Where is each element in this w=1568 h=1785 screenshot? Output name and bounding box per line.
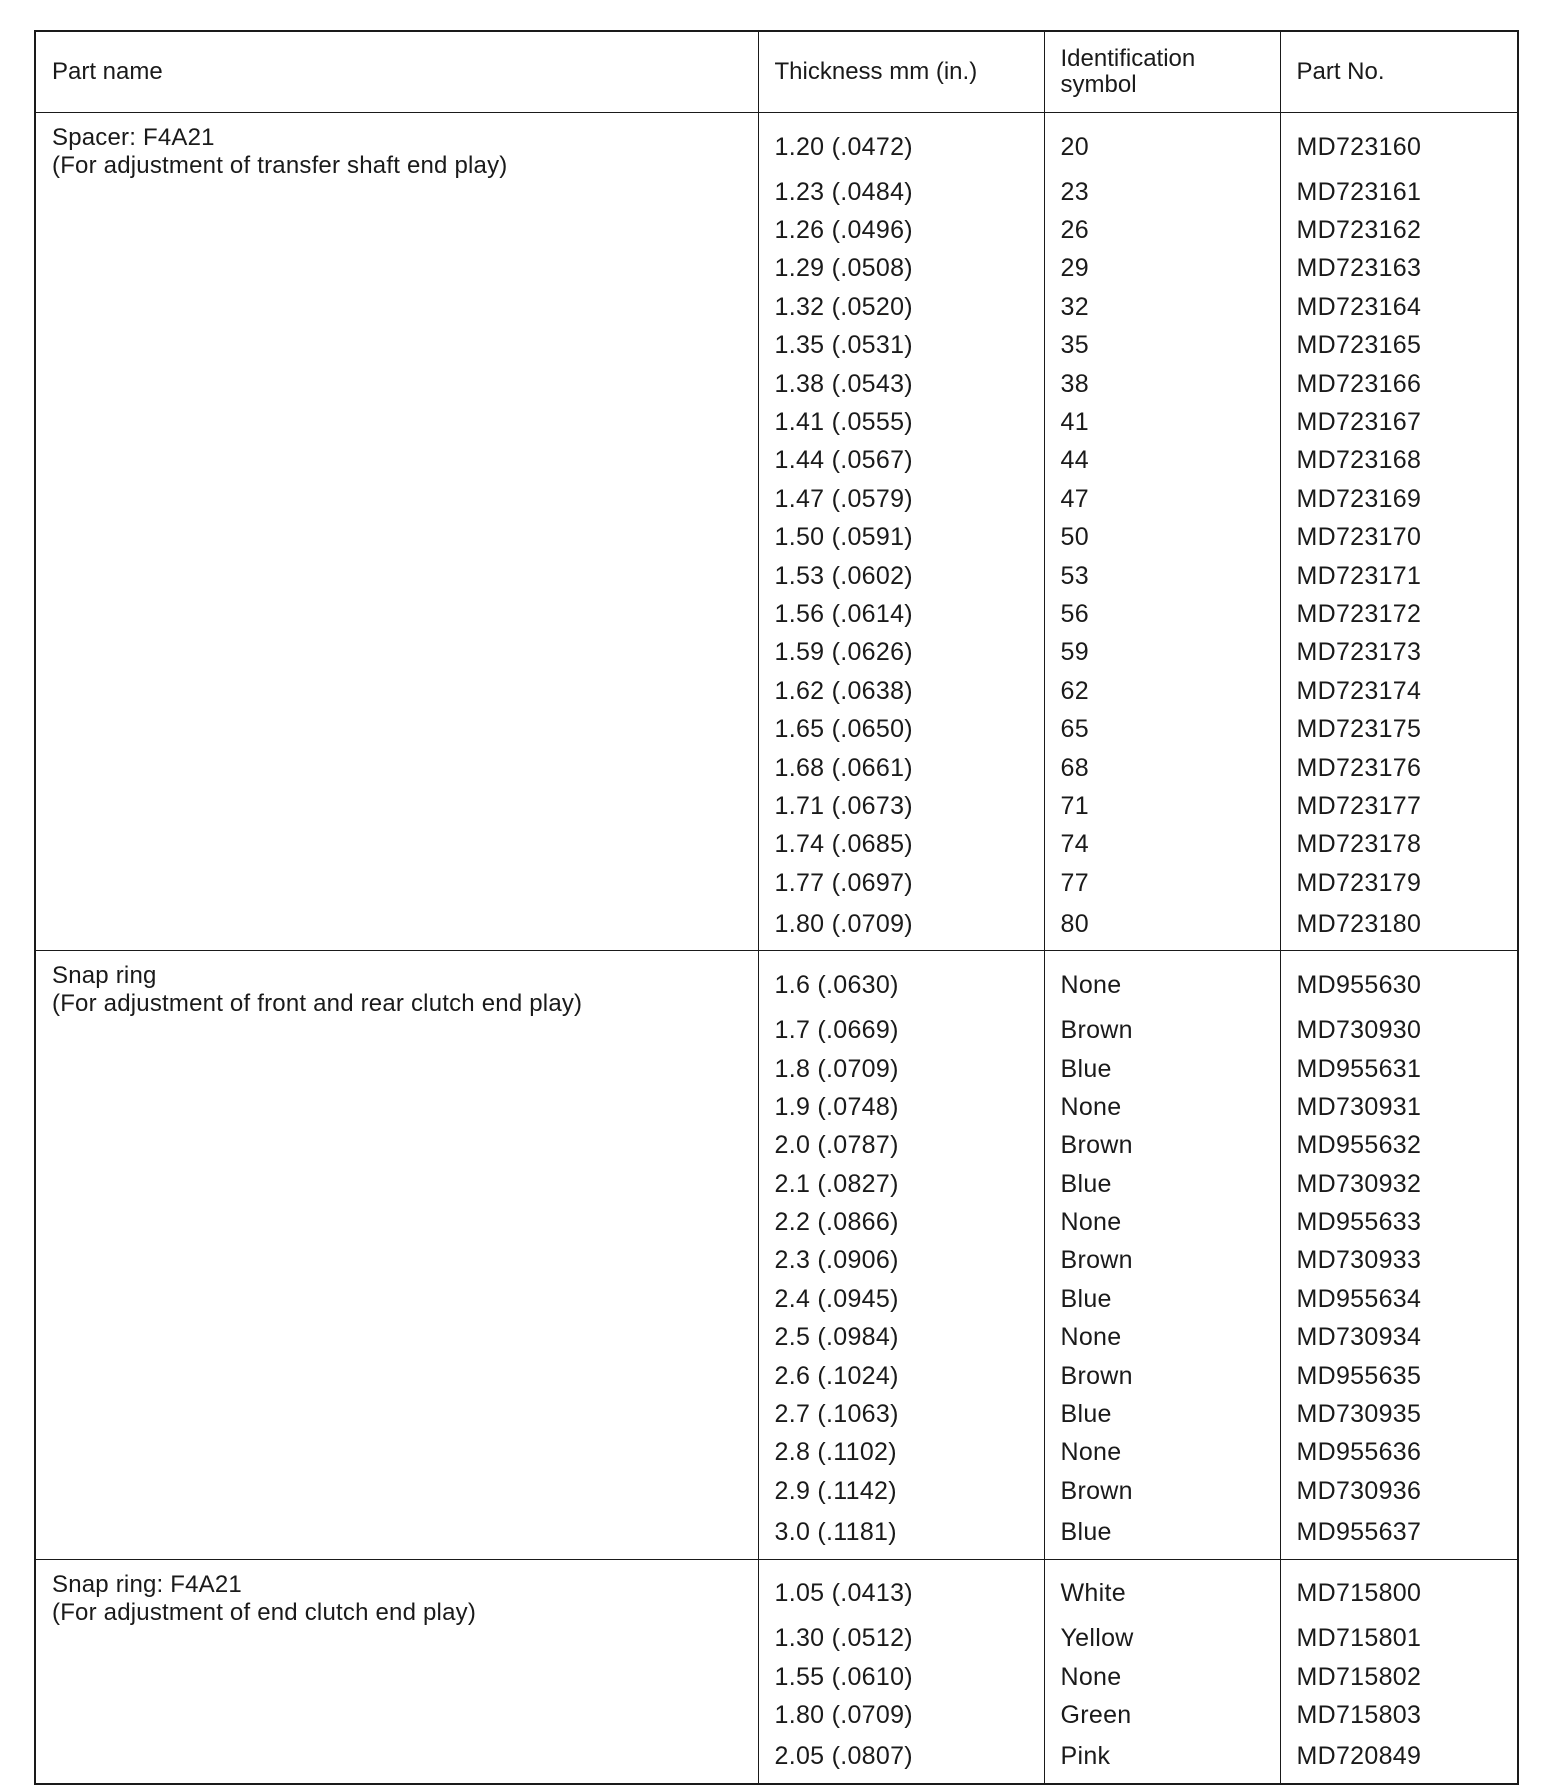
identification-symbol-cell: 35 (1044, 327, 1280, 365)
part-no-cell: MD715800 (1280, 1559, 1518, 1620)
identification-symbol-cell: White (1044, 1559, 1280, 1620)
part-name: Snap ring: F4A21 (52, 1570, 242, 1598)
thickness-cell: 1.56 (.0614) (758, 595, 1044, 633)
identification-symbol-cell: Blue (1044, 1511, 1280, 1560)
thickness-cell: 1.38 (.0543) (758, 365, 1044, 403)
part-no-cell: MD723174 (1280, 672, 1518, 710)
part-no-cell: MD723172 (1280, 595, 1518, 633)
identification-symbol-cell: Brown (1044, 1127, 1280, 1165)
identification-symbol-cell: 44 (1044, 442, 1280, 480)
table-row (35, 1559, 1518, 1620)
thickness-cell: 2.3 (.0906) (758, 1242, 1044, 1280)
part-no-cell: MD955633 (1280, 1203, 1518, 1241)
part-no-cell: MD723175 (1280, 710, 1518, 748)
thickness-cell: 1.29 (.0508) (758, 250, 1044, 288)
identification-symbol-cell: 65 (1044, 710, 1280, 748)
table-row (35, 113, 1518, 174)
thickness-cell: 1.8 (.0709) (758, 1050, 1044, 1088)
thickness-cell: 2.1 (.0827) (758, 1165, 1044, 1203)
part-no-cell: MD730936 (1280, 1472, 1518, 1510)
thickness-cell: 1.59 (.0626) (758, 634, 1044, 672)
identification-symbol-cell: 29 (1044, 250, 1280, 288)
part-no-cell: MD715802 (1280, 1658, 1518, 1696)
identification-symbol-cell: Blue (1044, 1280, 1280, 1318)
identification-symbol-cell: 23 (1044, 173, 1280, 211)
thickness-cell: 1.62 (.0638) (758, 672, 1044, 710)
thickness-cell: 1.77 (.0697) (758, 864, 1044, 902)
thickness-cell: 1.80 (.0709) (758, 1696, 1044, 1734)
thickness-cell: 1.32 (.0520) (758, 288, 1044, 326)
identification-symbol-cell: None (1044, 951, 1280, 1012)
part-no-cell: MD723162 (1280, 211, 1518, 249)
thickness-cell: 2.05 (.0807) (758, 1735, 1044, 1784)
part-no-cell: MD723168 (1280, 442, 1518, 480)
part-no-cell: MD723160 (1280, 113, 1518, 174)
part-no-cell: MD723164 (1280, 288, 1518, 326)
header-identification-symbol: Identification symbol (1044, 31, 1280, 113)
part-no-cell: MD723169 (1280, 480, 1518, 518)
thickness-cell: 1.68 (.0661) (758, 749, 1044, 787)
part-no-cell: MD955630 (1280, 951, 1518, 1012)
thickness-cell: 1.47 (.0579) (758, 480, 1044, 518)
header-row (35, 31, 1518, 113)
part-description: (For adjustment of front and rear clutch end play) (52, 990, 583, 1018)
part-no-cell: MD720849 (1280, 1735, 1518, 1784)
part-no-cell: MD730933 (1280, 1242, 1518, 1280)
identification-symbol-cell: Blue (1044, 1395, 1280, 1433)
part-no-cell: MD723167 (1280, 403, 1518, 441)
part-no-cell: MD723180 (1280, 902, 1518, 951)
part-no-cell: MD730932 (1280, 1165, 1518, 1203)
identification-symbol-cell: 59 (1044, 634, 1280, 672)
identification-symbol-cell: None (1044, 1658, 1280, 1696)
thickness-cell: 1.30 (.0512) (758, 1620, 1044, 1658)
identification-symbol-cell: 26 (1044, 211, 1280, 249)
thickness-cell: 3.0 (.1181) (758, 1511, 1044, 1560)
identification-symbol-cell: 53 (1044, 557, 1280, 595)
thickness-cell: 1.9 (.0748) (758, 1088, 1044, 1126)
thickness-cell: 1.80 (.0709) (758, 902, 1044, 951)
thickness-cell: 2.7 (.1063) (758, 1395, 1044, 1433)
identification-symbol-cell: Brown (1044, 1011, 1280, 1049)
part-no-cell: MD730934 (1280, 1319, 1518, 1357)
part-no-cell: MD715803 (1280, 1696, 1518, 1734)
identification-symbol-cell: 41 (1044, 403, 1280, 441)
identification-symbol-cell: Brown (1044, 1472, 1280, 1510)
identification-symbol-cell: Brown (1044, 1242, 1280, 1280)
part-no-cell: MD723161 (1280, 173, 1518, 211)
part-no-cell: MD723170 (1280, 519, 1518, 557)
part-no-cell: MD723173 (1280, 634, 1518, 672)
part-no-cell: MD955631 (1280, 1050, 1518, 1088)
part-no-cell: MD955632 (1280, 1127, 1518, 1165)
thickness-cell: 2.6 (.1024) (758, 1357, 1044, 1395)
part-name-cell (35, 113, 758, 951)
part-no-cell: MD723165 (1280, 327, 1518, 365)
part-name: Spacer: F4A21 (52, 124, 215, 151)
part-no-cell: MD723171 (1280, 557, 1518, 595)
thickness-cell: 2.9 (.1142) (758, 1472, 1044, 1510)
part-name-cell (35, 1559, 758, 1784)
thickness-cell: 1.53 (.0602) (758, 557, 1044, 595)
thickness-cell: 1.71 (.0673) (758, 787, 1044, 825)
header-part-no: Part No. (1280, 31, 1518, 113)
part-no-cell: MD715801 (1280, 1620, 1518, 1658)
identification-symbol-cell: 62 (1044, 672, 1280, 710)
identification-symbol-cell: 74 (1044, 826, 1280, 864)
part-description: (For adjustment of transfer shaft end play) (52, 152, 508, 179)
identification-symbol-cell: Blue (1044, 1050, 1280, 1088)
part-no-cell: MD955636 (1280, 1434, 1518, 1472)
header-thickness: Thickness mm (in.) (758, 31, 1044, 113)
part-no-cell: MD723177 (1280, 787, 1518, 825)
part-no-cell: MD730935 (1280, 1395, 1518, 1433)
thickness-cell: 1.23 (.0484) (758, 173, 1044, 211)
thickness-cell: 1.26 (.0496) (758, 211, 1044, 249)
identification-symbol-cell: 71 (1044, 787, 1280, 825)
thickness-cell: 1.6 (.0630) (758, 951, 1044, 1012)
identification-symbol-cell: Yellow (1044, 1620, 1280, 1658)
thickness-cell: 2.2 (.0866) (758, 1203, 1044, 1241)
identification-symbol-cell: 20 (1044, 113, 1280, 174)
thickness-cell: 1.55 (.0610) (758, 1658, 1044, 1696)
part-no-cell: MD723166 (1280, 365, 1518, 403)
thickness-cell: 1.35 (.0531) (758, 327, 1044, 365)
header-part-name: Part name (35, 31, 758, 113)
part-name-cell (35, 951, 758, 1559)
part-no-cell: MD730931 (1280, 1088, 1518, 1126)
identification-symbol-cell: 68 (1044, 749, 1280, 787)
part-no-cell: MD723178 (1280, 826, 1518, 864)
identification-symbol-cell: None (1044, 1434, 1280, 1472)
parts-table (34, 30, 1519, 1785)
thickness-cell: 1.65 (.0650) (758, 710, 1044, 748)
thickness-cell: 1.05 (.0413) (758, 1559, 1044, 1620)
thickness-cell: 1.74 (.0685) (758, 826, 1044, 864)
thickness-cell: 2.4 (.0945) (758, 1280, 1044, 1318)
thickness-cell: 1.41 (.0555) (758, 403, 1044, 441)
identification-symbol-cell: 56 (1044, 595, 1280, 633)
identification-symbol-cell: 80 (1044, 902, 1280, 951)
identification-symbol-cell: None (1044, 1088, 1280, 1126)
identification-symbol-cell: Green (1044, 1696, 1280, 1734)
thickness-cell: 2.5 (.0984) (758, 1319, 1044, 1357)
thickness-cell: 1.7 (.0669) (758, 1011, 1044, 1049)
thickness-cell: 1.20 (.0472) (758, 113, 1044, 174)
table-body (35, 113, 1518, 1784)
part-description: (For adjustment of end clutch end play) (52, 1598, 477, 1626)
part-no-cell: MD723176 (1280, 749, 1518, 787)
part-no-cell: MD723163 (1280, 250, 1518, 288)
identification-symbol-cell: 32 (1044, 288, 1280, 326)
identification-symbol-cell: Pink (1044, 1735, 1280, 1784)
identification-symbol-cell: Brown (1044, 1357, 1280, 1395)
identification-symbol-cell: 77 (1044, 864, 1280, 902)
part-no-cell: MD730930 (1280, 1011, 1518, 1049)
part-no-cell: MD955637 (1280, 1511, 1518, 1560)
identification-symbol-cell: 38 (1044, 365, 1280, 403)
part-no-cell: MD723179 (1280, 864, 1518, 902)
table-row (35, 951, 1518, 1012)
identification-symbol-cell: 47 (1044, 480, 1280, 518)
part-name: Snap ring (52, 962, 157, 990)
thickness-cell: 1.44 (.0567) (758, 442, 1044, 480)
thickness-cell: 2.0 (.0787) (758, 1127, 1044, 1165)
identification-symbol-cell: None (1044, 1203, 1280, 1241)
part-no-cell: MD955634 (1280, 1280, 1518, 1318)
part-no-cell: MD955635 (1280, 1357, 1518, 1395)
identification-symbol-cell: None (1044, 1319, 1280, 1357)
thickness-cell: 1.50 (.0591) (758, 519, 1044, 557)
thickness-cell: 2.8 (.1102) (758, 1434, 1044, 1472)
identification-symbol-cell: Blue (1044, 1165, 1280, 1203)
identification-symbol-cell: 50 (1044, 519, 1280, 557)
